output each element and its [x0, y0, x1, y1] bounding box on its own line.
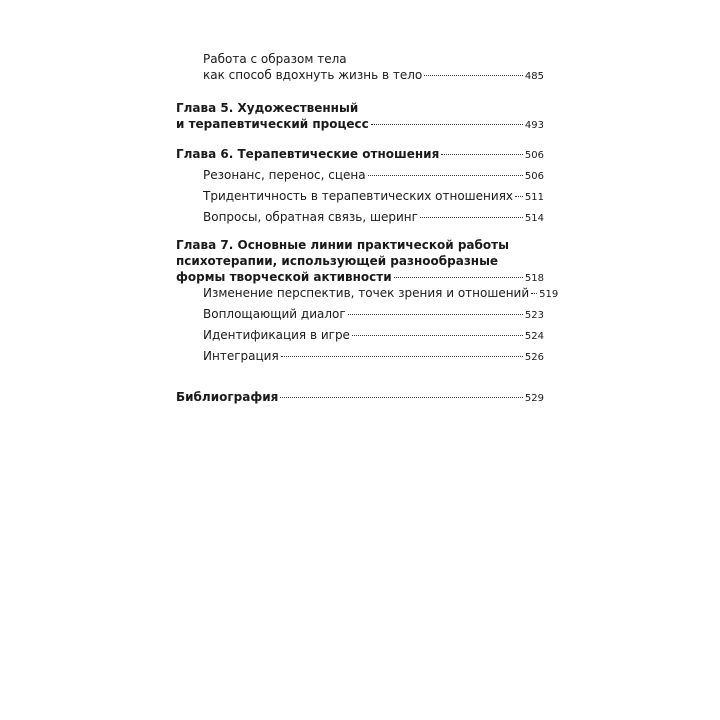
toc-entry-line: [203, 327, 544, 345]
toc-entry-line: [203, 285, 559, 303]
toc-entry-chapter-5: [176, 100, 544, 134]
toc-entry-title: как способ вдохнуть жизнь в тело: [203, 68, 423, 82]
toc-entry-title: Интеграция: [203, 349, 279, 363]
toc-entry-line: [203, 67, 544, 85]
dot-leader: [280, 397, 523, 398]
toc-entry-line: [203, 348, 544, 366]
toc-entry-title: Резонанс, перенос, сцена: [203, 168, 366, 182]
toc-entry-questions: [203, 209, 544, 227]
toc-entry-line: [203, 167, 544, 185]
toc-entry-title: Глава 7. Основные линии практической работы: [176, 238, 509, 252]
toc-page-number: 485: [524, 71, 544, 82]
toc-entry-line: [176, 146, 544, 164]
toc-entry-title: Вопросы, обратная связь, шеринг: [203, 210, 418, 224]
toc-entry-title: Тридентичность в терапевтических отношениях: [203, 189, 514, 203]
toc-entry-title: и терапевтический процесс: [176, 117, 369, 131]
toc-entry-title: формы творческой активности: [176, 270, 392, 284]
toc-entry-title: Идентификация в игре: [203, 328, 350, 342]
toc-entry-perspectives: [203, 285, 559, 303]
toc-entry-chapter-6: [176, 146, 544, 164]
toc-entry-body-image: [203, 51, 544, 85]
toc-entry-line: [176, 100, 544, 116]
toc-entry-line: [176, 116, 544, 134]
toc-page-number: 524: [524, 331, 544, 342]
toc-entry-identification: [203, 327, 544, 345]
toc-entry-title: психотерапии, использующей разнообразные: [176, 254, 499, 268]
dot-leader: [515, 196, 523, 197]
toc-entry-title: Глава 6. Терапевтические отношения: [176, 147, 440, 161]
toc-page-number: 506: [524, 150, 544, 161]
dot-leader: [394, 277, 523, 278]
toc-page-number: 511: [524, 192, 544, 203]
toc-entry-title: Работа с образом тела: [203, 52, 347, 66]
dot-leader: [281, 356, 523, 357]
toc-page-number: 493: [524, 120, 544, 131]
toc-entry-line: [176, 253, 544, 269]
toc-entry-bibliography: [176, 389, 544, 407]
toc-entry-line: [176, 389, 544, 407]
toc-page-number: 529: [524, 393, 544, 404]
toc-entry-title: Воплощающий диалог: [203, 307, 346, 321]
dot-leader: [420, 217, 523, 218]
dot-leader: [352, 335, 523, 336]
toc-entry-title: Изменение перспектив, точек зрения и отношений: [203, 286, 530, 300]
toc-entry-title: Глава 5. Художественный: [176, 101, 359, 115]
dot-leader: [371, 124, 523, 125]
dot-leader: [368, 175, 523, 176]
toc-entry-line: [203, 306, 544, 324]
toc-entry-line: [203, 51, 544, 67]
toc-page-number: 518: [524, 273, 544, 284]
toc-page-number: 519: [539, 289, 559, 300]
toc-page-number: 523: [524, 310, 544, 321]
toc-entry-line: [203, 209, 544, 227]
toc-entry-line: [176, 237, 544, 253]
toc-page-number: 526: [524, 352, 544, 363]
toc-entry-embodied-dialogue: [203, 306, 544, 324]
toc-entry-integration: [203, 348, 544, 366]
toc-entry-line: [203, 188, 544, 206]
toc-entry-tridentity: [203, 188, 544, 206]
toc-entry-resonance: [203, 167, 544, 185]
toc-entry-chapter-7: [176, 237, 544, 287]
toc-page-number: 514: [524, 213, 544, 224]
dot-leader: [531, 293, 537, 294]
dot-leader: [348, 314, 523, 315]
dot-leader: [424, 75, 523, 76]
dot-leader: [441, 154, 523, 155]
toc-page-number: 506: [524, 171, 544, 182]
toc-entry-title: Библиография: [176, 390, 279, 404]
